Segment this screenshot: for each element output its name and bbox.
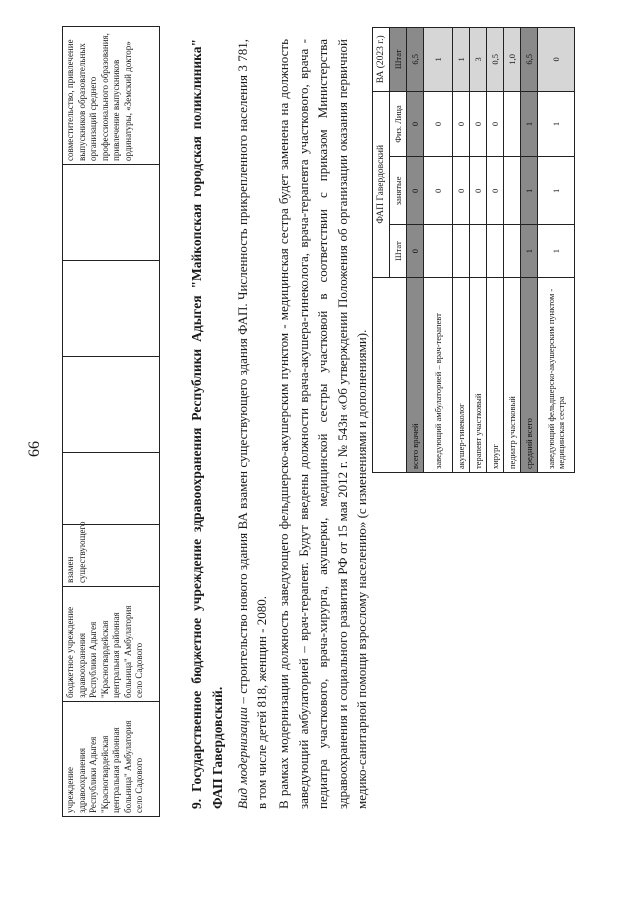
va-group-header: ВА (2023 г.): [373, 28, 390, 92]
table-row: [453, 28, 470, 473]
table-cell: 1: [521, 225, 538, 278]
row-label: акушер-гинеколог: [453, 277, 470, 472]
table-row: [504, 28, 521, 473]
row-label: хирург: [487, 277, 504, 472]
page-number: 66: [26, 441, 43, 457]
table-cell: [453, 225, 470, 278]
table-cell: 1: [538, 91, 575, 157]
table-header-empty: [373, 277, 407, 472]
modernization-paragraph: [233, 39, 271, 809]
table-row: [63, 27, 160, 817]
section-heading: 9. Государственное бюджетное учреждение здравоохранения Республики Адыгея "Майкопская городская поликлиника" ФАП Гавердовский.: [189, 39, 225, 809]
row-label: заведующий фельдшерско-акушерским пунктом - медицинская сестра: [538, 277, 575, 472]
table-cell: 0: [407, 225, 424, 278]
fap-group-header: ФАП Гавердовский: [373, 91, 390, 277]
table-cell: [487, 225, 504, 278]
table-row: [424, 28, 453, 473]
table-cell: 0: [453, 91, 470, 157]
table-cell: 0: [470, 157, 487, 225]
table-cell: 1: [521, 157, 538, 225]
table-row: [407, 28, 424, 473]
row-label: всего врачей: [407, 277, 424, 472]
row-label: терапевт участковый: [470, 277, 487, 472]
table-cell: 0: [487, 91, 504, 157]
table-cell: 0: [424, 91, 453, 157]
row-label: заведующий амбулаторией – врач-терапевт: [424, 277, 453, 472]
continuation-table: [62, 26, 160, 817]
table-cell: 6,5: [407, 28, 424, 92]
row-label: средний всего: [521, 277, 538, 472]
table-cell: [63, 357, 160, 453]
table-cell: 0: [453, 157, 470, 225]
table-cell: [63, 261, 160, 357]
table-cell: бюджетное учреждение здравоохранения Республики Адыгея "Красногвардейская центральная районная больница" Амбулатория село Садового: [63, 587, 160, 702]
table-header-row: [373, 28, 390, 473]
table-row: [487, 28, 504, 473]
table-cell: [470, 225, 487, 278]
table-cell: 1: [538, 225, 575, 278]
table-row: [538, 28, 575, 473]
table-cell: 0: [470, 91, 487, 157]
table-cell: совместительство, привлечение выпускников образовательных организаций среднего профессионального образования, привлечение выпускников ординатуры, «Земский доктор»: [63, 27, 160, 165]
table-cell: 0,5: [487, 28, 504, 92]
table-cell: 0: [487, 157, 504, 225]
table-cell: учреждение здравоохранения Республики Адыгея "Красногвардейская центральная районная больница" Амбулатория село Садового: [63, 702, 160, 817]
modernization-type-label: Вид модернизации: [235, 706, 250, 809]
table-cell: 1: [521, 91, 538, 157]
table-cell: 3: [470, 28, 487, 92]
table-row: [470, 28, 487, 473]
table-row: [521, 28, 538, 473]
col-header-shtat-va: Штат: [390, 28, 407, 92]
staffing-paragraph: В рамках модернизации должность заведующего фельдшерско-акушерским пунктом - медицинская сестра будет заменена на должность заведующий амбулаторией – врач-терапевт. Будут введены должности врача-акушера-гинеколога, врача-терапевта участкового, врача - педиатра участкового, врача-хирурга, акушерки, медицинской сестры участковой в соответствии с приказом Министерства здравоохранения и социального развития РФ от 15 мая 2012 г. № 543н «Об утверждении Положения об организации оказания первичной медико-санитарной помощи взрослому населению» (с изменениями и дополнениями).: [276, 39, 369, 809]
modernization-text: – строительство нового здания ВА взамен существующего здания ФАП. Численность прикрепленного населения 3 781, в том числе детей 818, женщин - 2080.: [235, 39, 269, 809]
col-header-shtat: Штат: [390, 225, 407, 278]
table-cell: 0: [424, 157, 453, 225]
table-cell: 6,5: [521, 28, 538, 92]
table-cell: [63, 165, 160, 261]
table-cell: 1,0: [504, 28, 521, 92]
table-cell: [504, 225, 521, 278]
table-cell: 0: [407, 157, 424, 225]
staff-table: [372, 27, 575, 473]
col-header-fiz: Физ. Лица: [390, 91, 407, 157]
table-cell: [424, 225, 453, 278]
table-cell: 1: [424, 28, 453, 92]
table-cell: [63, 453, 160, 525]
table-cell: 1: [453, 28, 470, 92]
table-cell: 0: [538, 28, 575, 92]
row-label: педиатр участковый: [504, 277, 521, 472]
table-cell: 0: [407, 91, 424, 157]
table-cell: [504, 157, 521, 225]
table-cell: 1: [538, 157, 575, 225]
table-cell: взамен существующего: [63, 525, 160, 587]
col-header-zanyatye: занятые: [390, 157, 407, 225]
table-cell: [504, 91, 521, 157]
